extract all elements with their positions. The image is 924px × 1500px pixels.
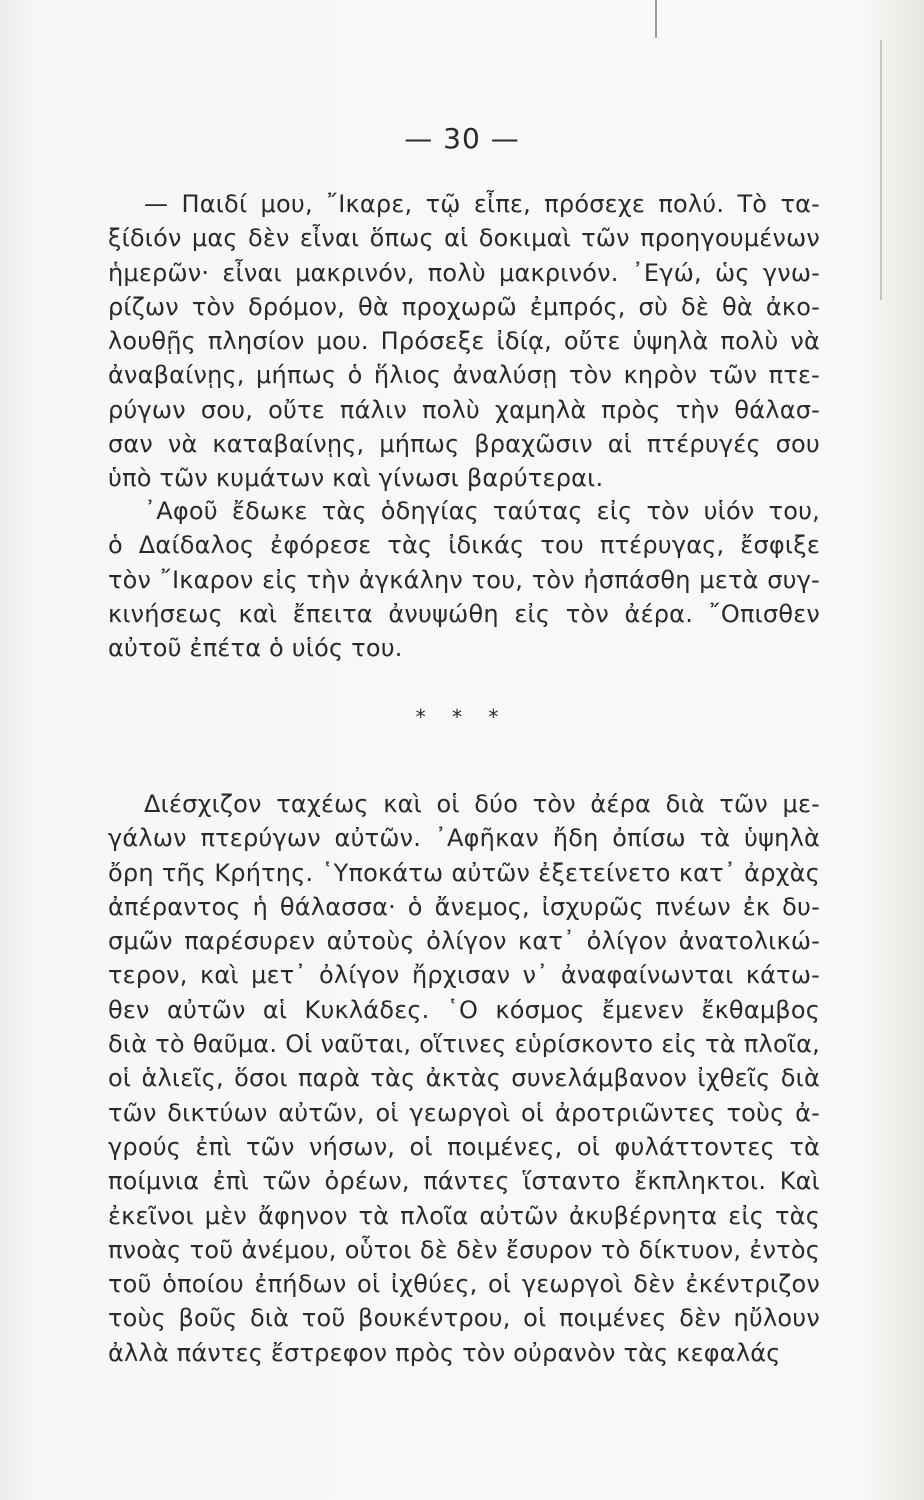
text-line: κινήσεως καὶ ἔπειτα ἀνυψώθη εἰς τὸν ἀέρα. ῎Οπισθεν [108, 599, 820, 628]
text-line: ᾿Αφοῦ ἔδωκε τὰς ὁδηγίας ταύτας εἰς τὸν υἱόν του, [144, 497, 820, 525]
text-line: — Παιδί μου, ῎Ικαρε, τῷ εἶπε, πρόσεχε πολύ. Τὸ τα- [144, 190, 820, 218]
text-line: ὑπὸ τῶν κυμάτων καὶ γίνωσι βαρύτεραι. [108, 464, 604, 493]
text-line: ξίδιόν μας δὲν εἶναι ὅπως αἱ δοκιμαὶ τῶν προηγουμένων [108, 224, 820, 253]
section-separator: * * * [415, 705, 509, 729]
scan-edge-mark [655, 0, 657, 38]
text-line: πνοὰς τοῦ ἀνέμου, οὗτοι δὲ δὲν ἔσυρον τὸ δίκτυον, ἐντὸς [108, 1235, 820, 1264]
scan-edge-mark-right [880, 40, 882, 300]
page-number: — 30 — [404, 122, 520, 155]
text-line: τοὺς βοῦς διὰ τοῦ βουκέντρου, οἱ ποιμένες δὲν ηὔλουν [108, 1304, 820, 1333]
text-line: σαν νὰ καταβαίνῃς, μήπως βραχῶσιν αἱ πτέρυγές σου [108, 430, 820, 459]
text-line: αὐτοῦ ἐπέτα ὁ υἱός του. [108, 634, 403, 663]
text-line: ὁ Δαίδαλος ἐφόρεσε τὰς ἰδικάς του πτέρυγας, ἔσφιξε [108, 531, 820, 560]
text-line: ποίμνια ἐπὶ τῶν ὀρέων, πάντες ἵσταντο ἔκπληκτοι. Καὶ [108, 1167, 820, 1196]
text-line: ἡμερῶν· εἶναι μακρινόν, πολὺ μακρινόν. ᾿Εγώ, ὡς γνω- [108, 258, 820, 287]
text-line: τὸν ῎Ικαρον εἰς τὴν ἀγκάλην του, τὸν ἠσπάσθη μετὰ συγ- [108, 565, 820, 594]
text-line: ἀλλὰ πάντες ἔστρεφον πρὸς τὸν οὐρανὸν τὰς κεφαλάς [108, 1338, 781, 1367]
paragraph-3 [108, 787, 820, 1370]
text-line: σμῶν παρέσυρεν αὐτοὺς ὀλίγον κατ᾿ ὀλίγον ἀνατολικώ- [108, 927, 820, 956]
text-line: ρύγων σου, οὔτε πάλιν πολὺ χαμηλὰ πρὸς τὴν θάλασ- [108, 395, 820, 424]
text-line: Διέσχιζον ταχέως καὶ οἱ δύο τὸν ἀέρα διὰ τῶν με- [144, 790, 820, 818]
text-line: γάλων πτερύγων αὐτῶν. ᾿Αφῆκαν ἤδη ὀπίσω τὰ ὑψηλὰ [108, 824, 820, 853]
text-line: τερον, καὶ μετ᾿ ὀλίγον ἤρχισαν ν᾿ ἀναφαίνωνται κάτω- [108, 961, 820, 990]
paragraph-2 [108, 494, 820, 665]
text-line: γρούς ἐπὶ τῶν νήσων, οἱ ποιμένες, οἱ φυλάττοντες τὰ [108, 1132, 820, 1161]
text-line: διὰ τὸ θαῦμα. Οἱ ναῦται, οἵτινες εὑρίσκοντο εἰς τὰ πλοῖα, [108, 1030, 820, 1059]
text-line: θεν αὐτῶν αἱ Κυκλάδες. ῾Ο κόσμος ἔμενεν ἔκθαμβος [108, 995, 820, 1024]
paragraph-1 [108, 187, 820, 496]
text-line: ρίζων τὸν δρόμον, θὰ προχωρῶ ἐμπρός, σὺ δὲ θὰ ἀκο- [108, 292, 820, 321]
text-line: οἱ ἁλιεῖς, ὅσοι παρὰ τὰς ἀκτὰς συνελάμβανον ἰχθεῖς διὰ [108, 1064, 820, 1093]
text-line: ὄρη τῆς Κρήτης. ῾Υποκάτω αὐτῶν ἐξετείνετο κατ᾿ ἀρχὰς [108, 858, 820, 887]
text-line: τοῦ ὁποίου ἐπήδων οἱ ἰχθύες, οἱ γεωργοὶ δὲν ἐκέντριζον [108, 1270, 820, 1299]
text-line: λουθῇς πλησίον μου. Πρόσεξε ἰδίᾳ, οὔτε ὑψηλὰ πολὺ νὰ [108, 327, 820, 356]
text-line: ἐκεῖνοι μὲν ἄφηνον τὰ πλοῖα αὐτῶν ἀκυβέρνητα εἰς τὰς [108, 1201, 820, 1230]
text-line: ἀναβαίνῃς, μήπως ὁ ἥλιος ἀναλύσῃ τὸν κηρὸν τῶν πτε- [108, 361, 820, 390]
text-line: ἀπέραντος ἡ θάλασσα· ὁ ἄνεμος, ἰσχυρῶς πνέων ἐκ δυ- [108, 892, 820, 921]
text-line: τῶν δικτύων αὐτῶν, οἱ γεωργοὶ οἱ ἀροτριῶντες τοὺς ἀ- [108, 1098, 820, 1127]
